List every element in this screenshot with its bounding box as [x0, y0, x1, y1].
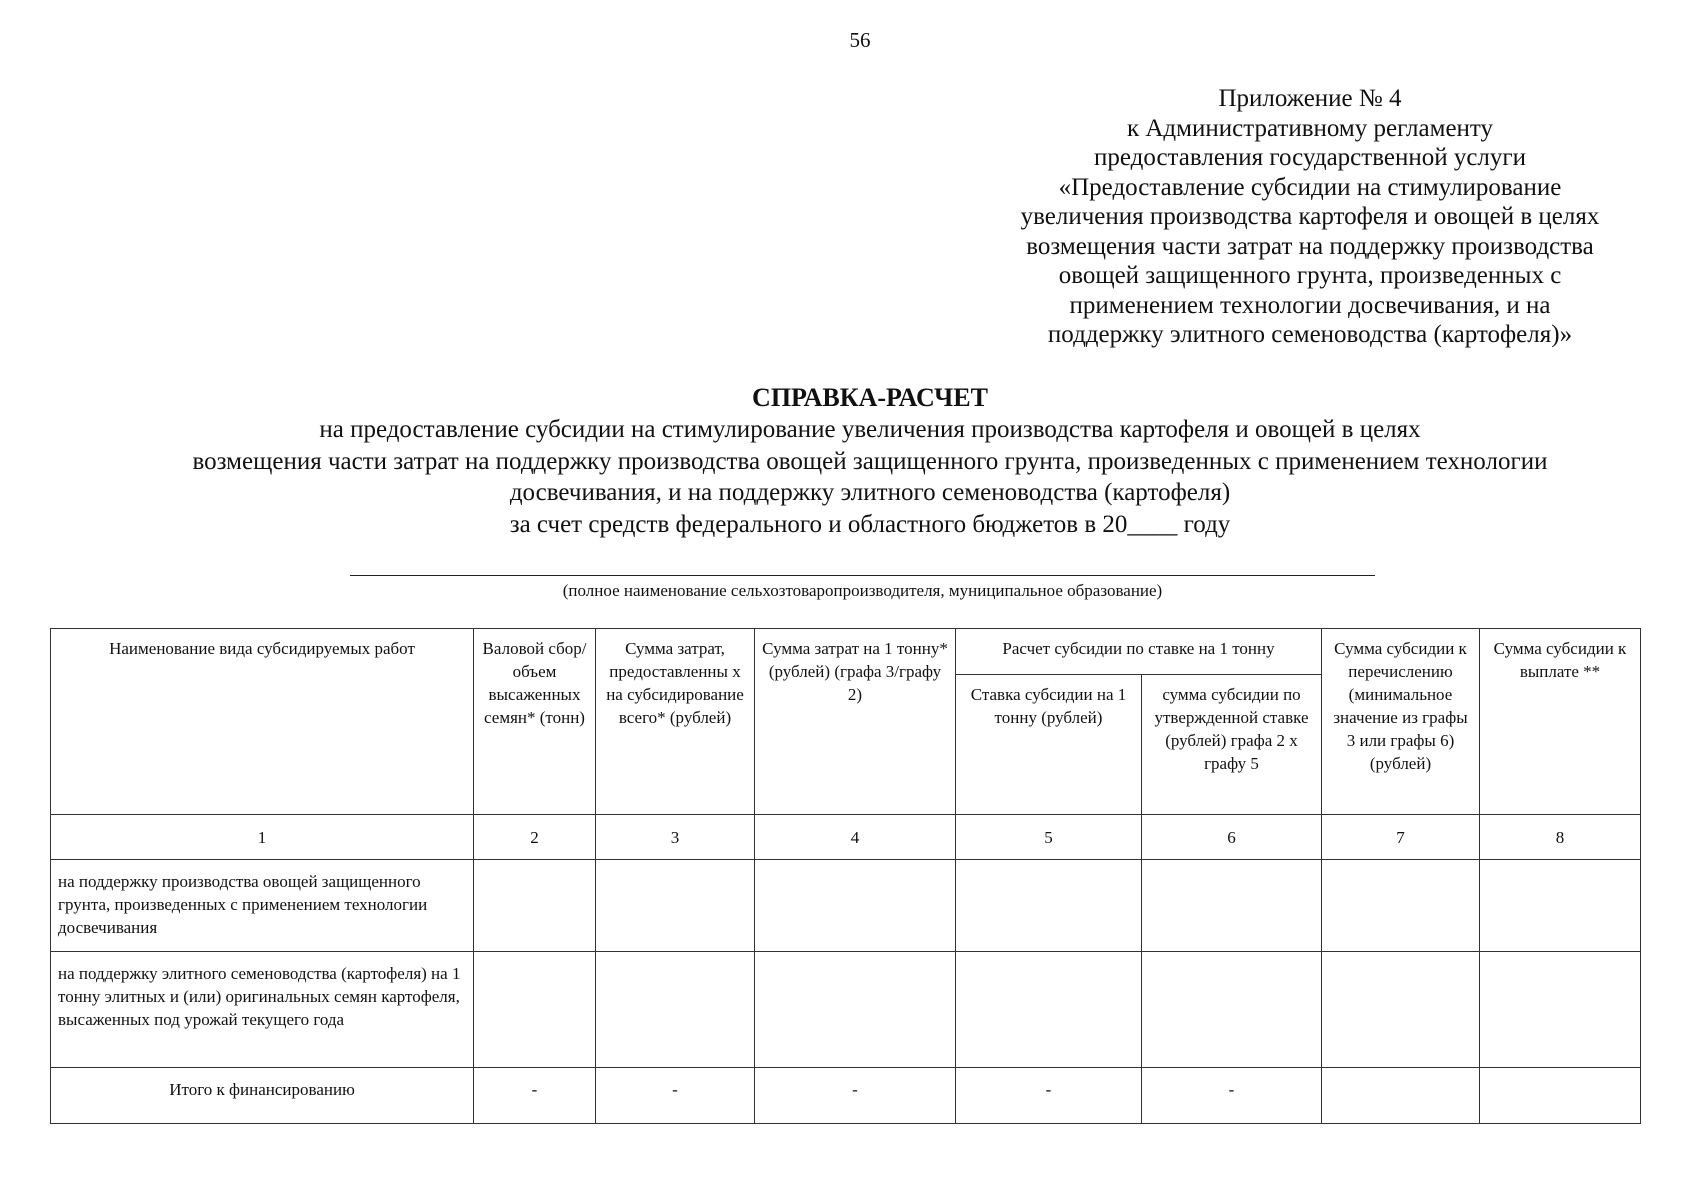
subtitle-line: возмещения части затрат на поддержку производства овощей защищенного грунта, произведенных с применением технологии [192, 447, 1548, 475]
annex-line: к Административному регламенту [1126, 114, 1494, 142]
column-number: 6 [1142, 815, 1322, 860]
table-cell [1142, 952, 1322, 1068]
table-cell [474, 952, 596, 1068]
subtitle-line: на предоставление субсидии на стимулирование увеличения производства картофеля и овощей в целях [319, 416, 1421, 443]
header-cost-per-ton: Сумма затрат на 1 тонну* (рублей) (графа 3/графу 2) [755, 629, 956, 815]
table-row [51, 952, 1641, 1068]
column-number: 2 [474, 815, 596, 860]
annex-line: применением технологии досвечивания, и на [1069, 291, 1551, 319]
total-cell [1480, 1068, 1641, 1124]
header-total-costs: Сумма затрат, предоставленны х на субсидирование всего* (рублей) [596, 629, 755, 815]
calculation-table [50, 628, 1641, 1124]
table-cell [956, 860, 1142, 952]
table-cell [596, 860, 755, 952]
annex-line: Приложение № 4 [1218, 85, 1402, 112]
column-number: 3 [596, 815, 755, 860]
column-number: 5 [956, 815, 1142, 860]
table-cell [474, 860, 596, 952]
header-subsidy-payment: Сумма субсидии к выплате ** [1480, 629, 1641, 815]
annex-line: овощей защищенного грунта, произведенных с [1058, 262, 1562, 289]
producer-name-line [350, 575, 1375, 576]
header-rate-calculation: Расчет субсидии по ставке на 1 тонну [956, 629, 1322, 675]
total-cell: - [755, 1068, 956, 1124]
table-cell [1322, 952, 1480, 1068]
table-cell [755, 860, 956, 952]
total-cell: - [1142, 1068, 1322, 1124]
header-rate-per-ton: Ставка субсидии на 1 тонну (рублей) [956, 675, 1142, 815]
annex-header [960, 84, 1660, 350]
producer-name-caption: (полное наименование сельхозтоваропроизводителя, муниципальное образование) [562, 581, 1163, 600]
page-number: 56 [849, 28, 871, 52]
header-approved-rate-sum: сумма субсидии по утвержденной ставке (рублей) графа 2 х графу 5 [1142, 675, 1322, 815]
annex-line: возмещения части затрат на поддержку производства [1026, 232, 1594, 260]
header-subsidy-transfer: Сумма субсидии к перечислению (минимальное значение из графы 3 или графы 6) (рублей) [1322, 629, 1480, 815]
column-number: 8 [1480, 815, 1641, 860]
document-title: СПРАВКА-РАСЧЕТ [752, 383, 988, 412]
annex-line: «Предоставление субсидии на стимулирование [1058, 173, 1562, 201]
annex-line: предоставления государственной услуги [1093, 144, 1527, 171]
column-number: 7 [1322, 815, 1480, 860]
column-number: 4 [755, 815, 956, 860]
header-work-type: Наименование вида субсидируемых работ [51, 629, 474, 815]
total-label: Итого к финансированию [51, 1068, 474, 1124]
total-cell: - [474, 1068, 596, 1124]
table-cell [1480, 860, 1641, 952]
document-heading [60, 382, 1680, 540]
subtitle-line: за счет средств федерального и областного бюджетов в 20____ году [509, 510, 1231, 538]
table-cell [1322, 860, 1480, 952]
column-number: 1 [51, 815, 474, 860]
annex-line: поддержку элитного семеноводства (картофеля)» [1047, 321, 1573, 348]
table-cell [956, 952, 1142, 1068]
column-number-row [51, 815, 1641, 860]
subtitle-line: досвечивания, и на поддержку элитного семеноводства (картофеля) [509, 479, 1231, 506]
table-row [51, 860, 1641, 952]
table-cell [1480, 952, 1641, 1068]
table-cell [755, 952, 956, 1068]
table-cell [1142, 860, 1322, 952]
total-row [51, 1068, 1641, 1124]
annex-line: увеличения производства картофеля и овощей в целях [1020, 203, 1600, 230]
row-label: на поддержку производства овощей защищенного грунта, произведенных с применением технологии досвечивания [51, 860, 474, 952]
row-label: на поддержку элитного семеноводства (картофеля) на 1 тонну элитных и (или) оригинальных семян картофеля, высаженных под урожай текущего года [51, 952, 474, 1068]
table-cell [596, 952, 755, 1068]
total-cell: - [596, 1068, 755, 1124]
total-cell: - [956, 1068, 1142, 1124]
total-cell [1322, 1068, 1480, 1124]
document-subtitle [60, 414, 1680, 540]
header-gross-harvest: Валовой сбор/объем высаженных семян* (тонн) [474, 629, 596, 815]
